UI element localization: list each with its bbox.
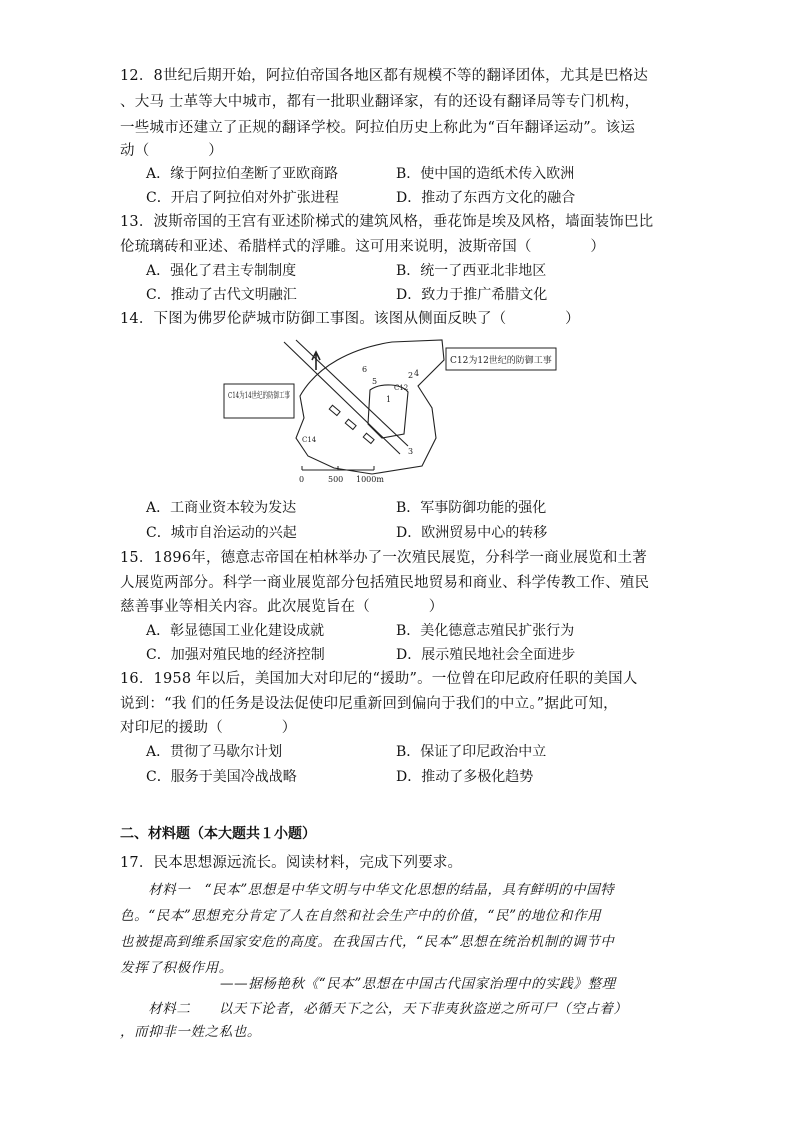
- c14-callout-box: [224, 384, 325, 418]
- q16-option-d[interactable]: D．推动了多极化趋势: [396, 769, 534, 785]
- marker-1: 1: [386, 395, 392, 404]
- marker-6: 6: [362, 365, 368, 374]
- q16-line-2: 说到：“我 们的任务是设法促使印尼重新回到偏向于我们的中立。”据此可知，: [120, 696, 618, 712]
- bridge-2: [345, 419, 356, 429]
- material1-line-1: 材料一 “民本”思想是中华文明与中华文化思想的结晶，具有鲜明的中国特: [120, 882, 615, 898]
- q14-option-d[interactable]: D．欧洲贸易中心的转移: [396, 525, 548, 541]
- q16-option-a[interactable]: A．贯彻了马歇尔计划: [146, 744, 283, 760]
- q12-line-1: 12．8世纪后期开始，阿拉伯帝国各地区都有规模不等的翻译团体，尤其是巴格达: [120, 68, 649, 84]
- q13-option-c[interactable]: C．推动了古代文明融汇: [146, 287, 297, 303]
- bridge-3: [363, 433, 374, 443]
- q14-option-a[interactable]: A．工商业资本较为发达: [146, 500, 297, 516]
- scale-label-0: 0: [299, 475, 305, 484]
- q15-option-d[interactable]: D．展示殖民地社会全面进步: [396, 647, 576, 663]
- material1-line-4: 发挥了积极作用。: [120, 960, 233, 976]
- marker-3: 3: [408, 447, 414, 456]
- q12-line-4: 动（ ）: [120, 143, 223, 159]
- q16-line-1: 16．1958 年以后，美国加大对印尼的“援助”。一位曾在印尼政府任职的美国人: [120, 671, 638, 687]
- material1-source: ——据杨艳秋《“民本”思想在中国古代国家治理中的实践》整理: [220, 976, 616, 992]
- q12-option-b[interactable]: B．使中国的造纸术传入欧洲: [396, 166, 575, 182]
- q15-option-b[interactable]: B．美化德意志殖民扩张行为: [396, 623, 575, 639]
- material1-line-2: 色。“民本”思想充分肯定了人在自然和社会生产中的价值，“民”的地位和作用: [120, 908, 602, 924]
- marker-5: 5: [372, 377, 378, 386]
- q13-line-1: 13．波斯帝国的王宫有亚述阶梯式的建筑风格，垂花饰是埃及风格，墙面装饰巴比: [120, 214, 654, 230]
- material1-line-3: 也被提高到维系国家安危的高度。在我国古代，“民本”思想在统治机制的调节中: [120, 934, 615, 950]
- q14-option-c[interactable]: C．城市自治运动的兴起: [146, 525, 297, 541]
- scale-label-500: 500: [328, 475, 344, 484]
- q14-option-b[interactable]: B．军事防御功能的强化: [396, 500, 547, 516]
- q12-line-2: 、大马 士革等大中城市，都有一批职业翻译家，有的还设有翻译局等专门机构，: [120, 94, 640, 110]
- q16-option-b[interactable]: B．保证了印尼政治中立: [396, 744, 547, 760]
- q17-intro: 17．民本思想源远流长。阅读材料，完成下列要求。: [120, 855, 463, 871]
- q12-option-d[interactable]: D．推动了东西方文化的融合: [396, 190, 576, 206]
- c12-marker: C12: [394, 384, 409, 392]
- q13-line-2: 伦琉璃砖和亚述、希腊样式的浮雕。这可用来说明，波斯帝国（ ）: [120, 239, 606, 255]
- q16-option-c[interactable]: C．服务于美国冷战战略: [146, 769, 297, 785]
- scale-label-1000: 1000m: [356, 475, 384, 484]
- material2-line-2: ，而抑非一姓之私也。: [120, 1024, 261, 1040]
- q13-option-d[interactable]: D．致力于推广希腊文化: [396, 287, 548, 303]
- q16-line-3: 对印尼的援助（ ）: [120, 720, 297, 736]
- q14-line-1: 14．下图为佛罗伦萨城市防御工事图。该图从侧面反映了（ ）: [120, 311, 580, 327]
- q13-option-a[interactable]: A．强化了君主专制制度: [146, 263, 297, 279]
- c14-wall-outline: [296, 340, 444, 474]
- material2-line-1: 材料二 以天下论者，必循天下之公，天下非夷狄盗逆之所可尸（空占着）: [120, 1001, 628, 1017]
- section-heading: 二、材料题（本大题共１小题）: [120, 826, 316, 842]
- q12-line-3: 一些城市还建立了正规的翻译学校。阿拉伯历史上称此为“百年翻译运动”。该运: [120, 120, 636, 136]
- marker-4: 4: [414, 369, 420, 378]
- florence-fortification-map: [222, 338, 562, 488]
- q15-option-c[interactable]: C．加强对殖民地的经济控制: [146, 647, 325, 663]
- q15-option-a[interactable]: A．彰显德国工业化建设成就: [146, 623, 325, 639]
- q15-line-3: 慈善事业等相关内容。此次展览旨在（ ）: [120, 599, 444, 615]
- q12-option-c[interactable]: C．开启了阿拉伯对外扩张进程: [146, 190, 339, 206]
- bridge-1: [329, 405, 340, 415]
- c14-callout-label: C14为14世纪的防御工事: [228, 391, 325, 401]
- marker-2: 2: [408, 371, 414, 380]
- c14-marker: C14: [302, 436, 317, 444]
- scale-bar: [302, 466, 374, 470]
- c12-callout-label: C12为12世纪的防御工事: [450, 356, 552, 366]
- c12-wall-outline: [368, 385, 408, 438]
- q15-line-1: 15．1896年，德意志帝国在柏林举办了一次殖民展览，分科学一商业展览和土著: [120, 550, 647, 566]
- q12-option-a[interactable]: A．缘于阿拉伯垄断了亚欧商路: [146, 166, 339, 182]
- q15-line-2: 人展览两部分。科学一商业展览部分包括殖民地贸易和商业、科学传教工作、殖民: [120, 575, 650, 591]
- q13-option-b[interactable]: B．统一了西亚北非地区: [396, 263, 547, 279]
